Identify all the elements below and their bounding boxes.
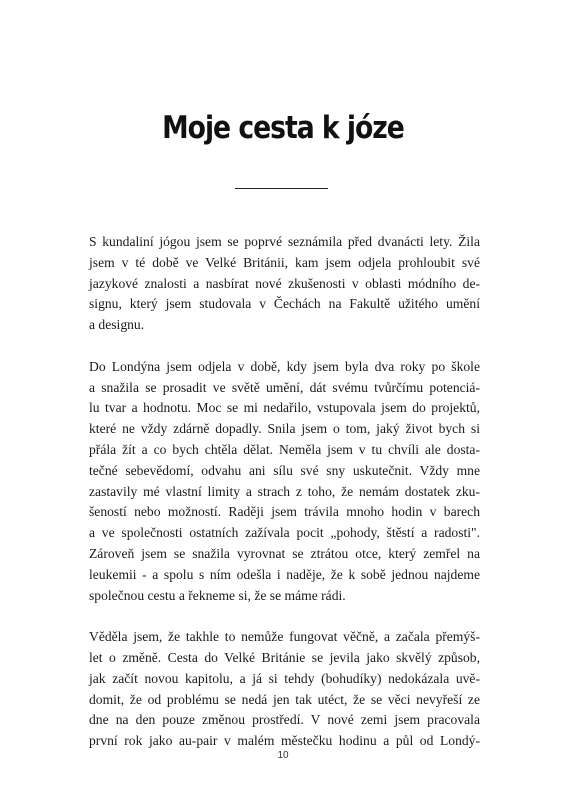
chapter-title: Moje cesta k józe — [162, 110, 404, 146]
text-line: a snažila se prosadit ve světě umění, dát svému tvůrčímu potenciá- — [89, 379, 480, 395]
body-text — [89, 232, 480, 773]
text-line: které ne vždy zdárně dopadly. Snila jsem o tom, jaký život bych si — [89, 421, 480, 437]
text-line: jazykové znalosti a nasbírat nové zkušenosti v oblasti módního de- — [89, 275, 480, 291]
paragraph — [89, 357, 480, 607]
text-line: dne na den pouze změnou prostředí. V nové zemi jsem pracovala — [89, 712, 480, 728]
text-line: domit, že od problému se nedá jen tak utéct, že se věci nevyřeší ze — [89, 691, 480, 707]
text-line: zastavily mé vlastní limity a strach z toho, že nemám dostatek zku- — [89, 483, 480, 499]
title-divider — [235, 188, 328, 189]
page-number: 10 — [277, 750, 289, 761]
text-line: jsem v té době ve Velké Británii, kam jsem odjela prohloubit své — [89, 254, 480, 270]
text-line: tečné sebevědomí, odvahu ani sílu své sny uskutečnit. Vždy mne — [89, 462, 480, 478]
paragraph — [89, 627, 480, 752]
text-line: leukemii - a spolu s ním odešla i naděje, že k sobě jednou najdeme — [89, 566, 480, 582]
text-line: a ve společnosti ostatních zažívala pocit „pohody, štěstí a radosti". — [89, 525, 480, 541]
text-line: a designu. — [89, 317, 145, 333]
paragraph — [89, 232, 480, 336]
text-line: přála žít a co bych chtěla dělat. Neměla jsem v tu chvíli ale dosta- — [89, 441, 480, 457]
text-line: let o změně. Cesta do Velké Británie se jevila jako skvělý způsob, — [89, 649, 480, 665]
text-line: Zároveň jsem se snažila vyrovnat se ztrátou otce, který zemřel na — [89, 545, 480, 561]
text-line: jak začít novou kapitolu, a já si tehdy (bohudíky) nedokázala uvě- — [89, 670, 480, 686]
text-line: první rok jako au-pair v malém městečku hodinu a půl od Londý- — [89, 733, 480, 749]
text-line: signu, který jsem studovala v Čechách na Fakultě užitého umění — [89, 296, 480, 312]
text-line: S kundaliní jógou jsem se poprvé seznámila před dvanácti lety. Žila — [89, 234, 480, 249]
text-line: lu tvar a hodnotu. Moc se mi nedařilo, vstupovala jsem do projektů, — [89, 400, 480, 416]
text-line: společnou cestu a řekneme si, že se máme rádi. — [89, 587, 346, 603]
text-line: Do Londýna jsem odjela v době, kdy jsem byla dva roky po škole — [89, 358, 480, 374]
text-line: šeností nebo možností. Raději jsem trávila mnoho hodin v barech — [89, 504, 480, 520]
text-line: Věděla jsem, že takhle to nemůže fungovat věčně, a začala přemýš- — [89, 629, 480, 645]
